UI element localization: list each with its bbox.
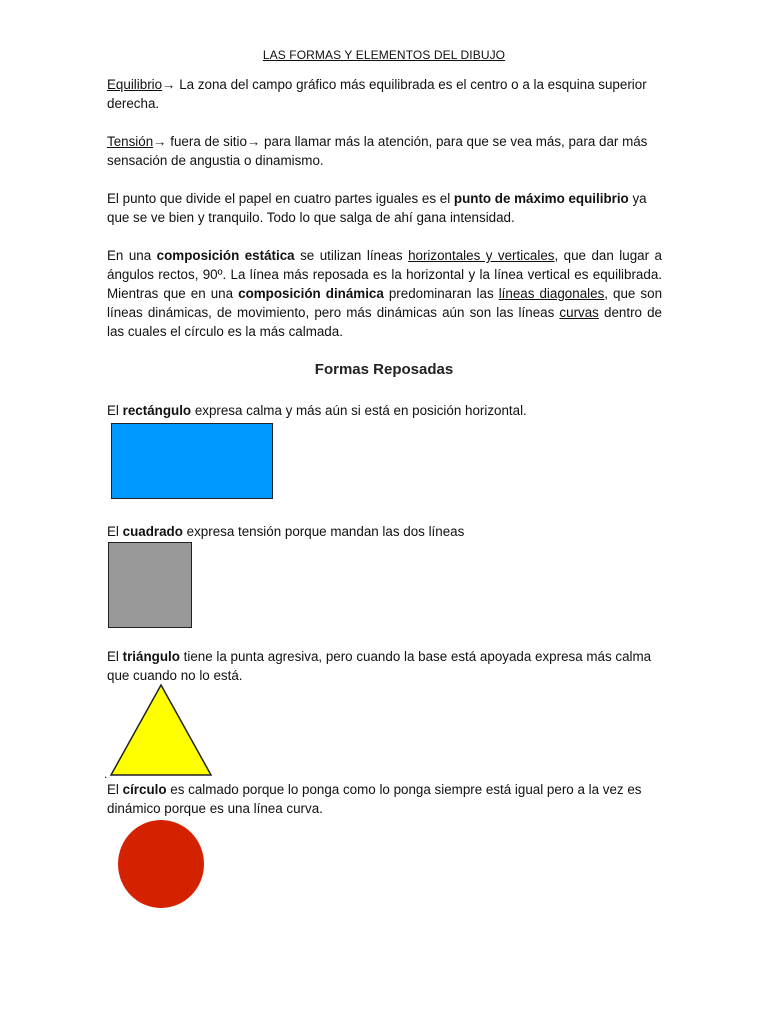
red-circle-shape (118, 820, 204, 908)
arrow-icon: → (246, 134, 261, 149)
composicion-text: , que dan lugar a ángulos rectos, 90º. La línea más reposada es la horizontal y la línea vertical es equilibrada. Mientras que en una (107, 248, 662, 301)
paragraph-triangulo (107, 647, 662, 685)
tension-text-1: fuera de sitio (166, 134, 247, 149)
composicion-text: En una (107, 248, 157, 263)
cuadrado-text-after: expresa tensión porque mandan las dos líneas (182, 524, 465, 539)
rectangulo-text-before: El (107, 403, 123, 418)
paragraph-equilibrio (107, 75, 662, 113)
circulo-text-after: es calmado porque lo ponga como lo ponga siempre está igual pero a la vez es dinámico porque es una línea curva. (107, 782, 642, 816)
underlined-diagonales: líneas diagonales (498, 286, 605, 301)
triangulo-text-before: El (107, 649, 123, 664)
circulo-text-before: El (107, 782, 123, 797)
cuadrado-text-before: El (107, 524, 123, 539)
composicion-text: predominaran las (383, 286, 499, 301)
underlined-horizontales: horizontales y verticales (408, 248, 555, 263)
paragraph-cuadrado (107, 522, 662, 541)
composicion-text: , que son líneas dinámicas, de movimiento, pero más dinámicas aún son las líneas (107, 286, 663, 320)
punto-text-after: ya que se ve bien y tranquilo. Todo lo que salga de ahí gana intensidad. (107, 191, 647, 225)
cuadrado-bold: cuadrado (122, 524, 183, 539)
composicion-text: se utilizan líneas (294, 248, 409, 263)
rectangulo-text-after: expresa calma y más aún si está en posición horizontal. (191, 403, 527, 418)
paragraph-circulo (107, 780, 662, 818)
paragraph-composicion (107, 246, 662, 341)
paragraph-rectangulo (107, 401, 662, 420)
stray-dot: . (104, 767, 108, 781)
circulo-bold: círculo (122, 782, 167, 797)
triangulo-text-after: tiene la punta agresiva, pero cuando la base está apoyada expresa más calma que cuando no lo está. (107, 649, 652, 683)
blue-rectangle-shape (111, 423, 273, 499)
punto-bold: punto de máximo equilibrio (453, 191, 629, 206)
underlined-curvas: curvas (559, 305, 599, 320)
equilibrio-text: La zona del campo gráfico más equilibrada es el centro o a la esquina superior derecha. (107, 77, 647, 111)
gray-square-shape (108, 542, 192, 628)
composicion-dinamica-bold: composición dinámica (238, 286, 384, 301)
yellow-triangle-shape (109, 683, 213, 777)
paragraph-tension (107, 132, 662, 170)
rectangulo-bold: rectángulo (122, 403, 192, 418)
arrow-icon: → (162, 77, 176, 92)
punto-text-before: El punto que divide el papel en cuatro partes iguales es el (107, 191, 454, 206)
term-tension: Tensión (107, 134, 154, 149)
arrow-icon: → (153, 134, 167, 149)
composicion-estatica-bold: composición estática (156, 248, 295, 263)
term-equilibrio: Equilibrio (107, 77, 163, 92)
paragraph-punto (107, 189, 662, 227)
tension-text-2: para llamar más la atención, para que se vea más, para dar más sensación de angustia o dinamismo. (107, 134, 648, 168)
section-title: Formas Reposadas (314, 361, 454, 378)
document-title: LAS FORMAS Y ELEMENTOS DEL DIBUJO (262, 48, 506, 62)
composicion-text: dentro de las cuales el círculo es la más calmada. (107, 305, 662, 339)
triangulo-bold: triángulo (122, 649, 180, 664)
